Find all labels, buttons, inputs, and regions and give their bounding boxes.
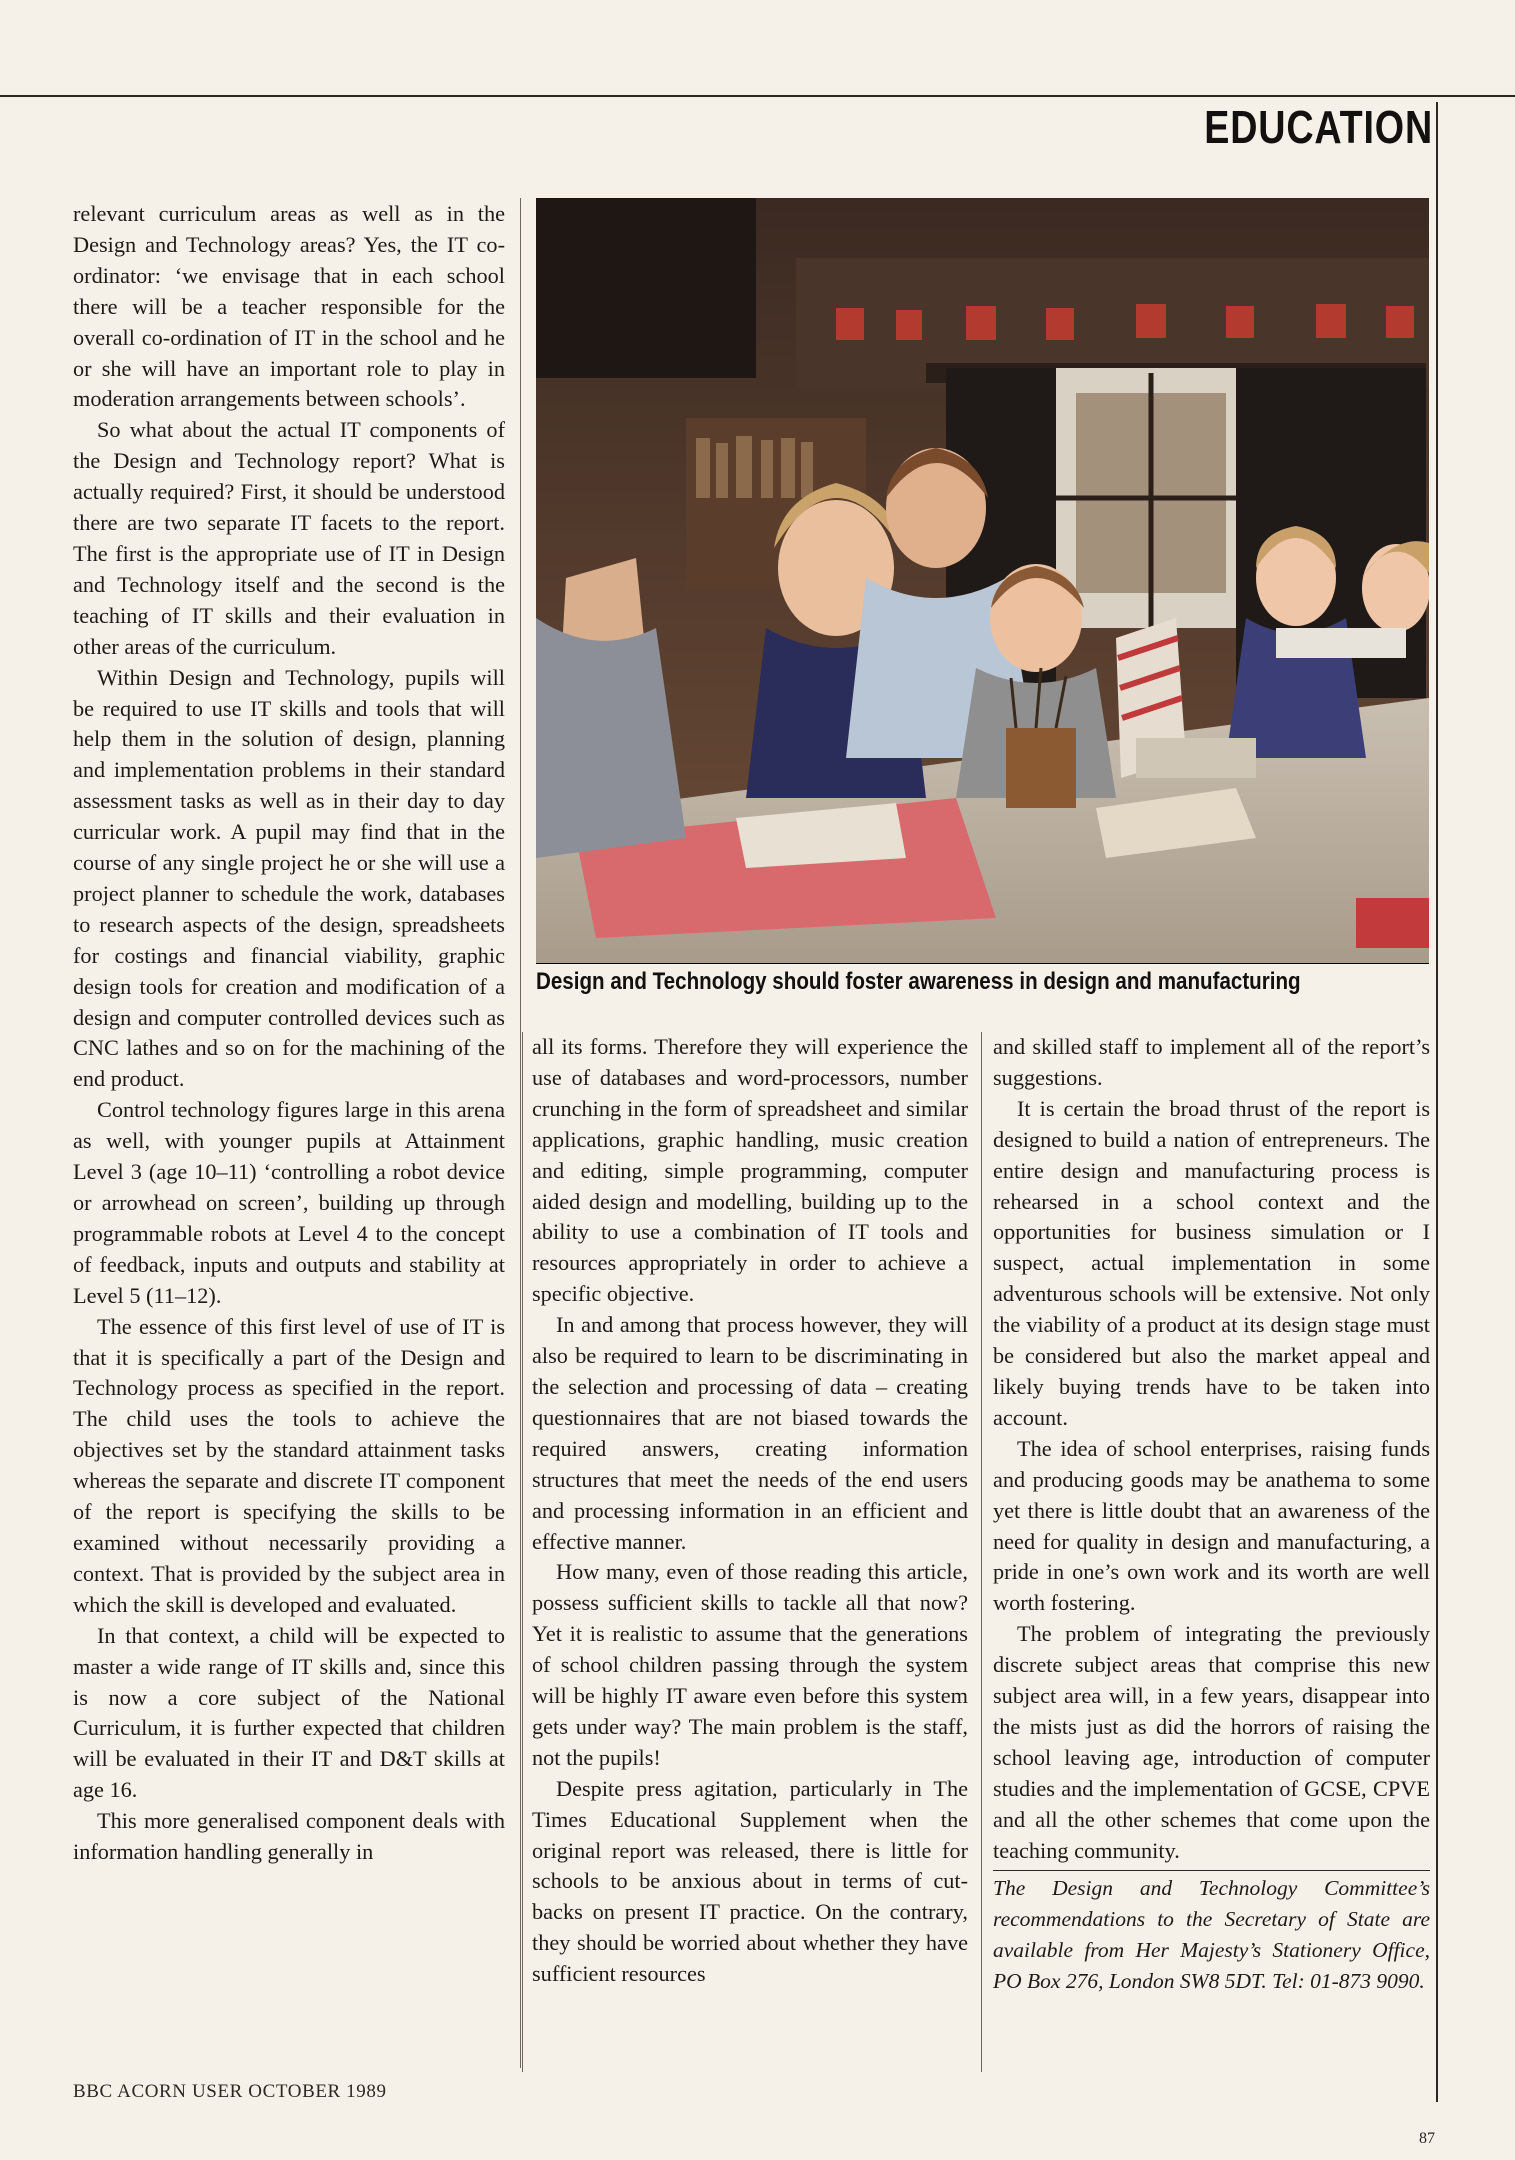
paragraph: The idea of school enterprises, raising funds and producing goods may be anathema to some yet there is little doubt that an awareness of the need for quality in design and manufacturing, a pride in one’s own work and its worth are well worth fostering. [993, 1435, 1430, 1616]
paragraph: How many, even of those reading this article, possess sufficient skills to tackle all that now? Yet it is realistic to assume that the generations of school children passing through the system will be highly IT aware even before this system gets under way? The main problem is the staff, not the pupils! [532, 1559, 968, 1770]
section-title: EDUCATION [1204, 101, 1433, 153]
page-number: 87 [1419, 2130, 1435, 2147]
paragraph: The essence of this first level of use of IT is that it is specifically a part of the Design and Technology process as specified in the report. The child uses the tools to achieve the objectives set by the standard attainment tasks whereas the separate and discrete IT component of the report is specifying the skills to be examined without necessarily providing a context. That is provided by the subject area in which the skill is developed and evaluated. [73, 1313, 505, 1617]
availability-note: The Design and Technology Committee’s recommendations to the Secretary of State are available from Her Majesty’s Stationery Office, PO Box 276, London SW8 5DT. Tel: 01-873 9090. [993, 1870, 1430, 1997]
paragraph: In and among that process however, they will also be required to learn to be discriminating in the selection and processing of data – creating questionnaires that are not biased towards the required answers, creating information structures that meet the needs of the end users and processing information in an efficient and effective manner. [532, 1312, 968, 1554]
footer-publication: BBC ACORN USER OCTOBER 1989 [73, 2081, 387, 2102]
column-rule-2 [522, 1032, 523, 2072]
column-rule-1 [520, 198, 521, 2068]
paragraph: Within Design and Technology, pupils will be required to use IT skills and tools that will help them in the solution of design, planning and implementation problems in their standard assessment tasks as well as in their day to day curricular work. A pupil may find that in the course of any single project he or she will use a project planner to schedule the work, databases to research aspects of the design, spreadsheets for costings and financial viability, graphic design tools for creation and modification of a design and computer controlled devices such as CNC lathes and so on for the machining of the end product. [73, 664, 505, 1092]
right-margin-rule [1436, 102, 1438, 2102]
paragraph: all its forms. Therefore they will experience the use of databases and word-processors, number crunching in the form of spreadsheet and similar applications, graphic handling, music creation and editing, simple programming, computer aided design and modelling, building up to the ability to use a combination of IT tools and resources appropriately in order to achieve a specific objective. [532, 1034, 968, 1307]
paragraph: In that context, a child will be expected to master a wide range of IT skills and, since this is now a core subject of the National Curriculum, it is further expected that children will be evaluated in their IT and D&T skills at age 16. [73, 1622, 505, 1803]
paragraph: It is certain the broad thrust of the report is designed to build a nation of entrepreneurs. The entire design and manufacturing process is rehearsed in a school context and the opportunities for business simulation or I suspect, actual implementation in some adventurous schools will be extensive. Not only the viability of a product at its design stage must be considered but also the market appeal and likely buying trends have to be taken into account. [993, 1095, 1430, 1430]
column-rule-3 [981, 1032, 982, 2072]
paragraph: The problem of integrating the previously discrete subject areas that comprise this new subject area will, in a few years, disappear into the mists just as did the horrors of raising the school leaving age, introduction of computer studies and the implementation of GCSE, CPVE and all the other schemes that come upon the teaching community. [993, 1621, 1430, 1863]
text-column-1 [73, 199, 505, 1868]
photo-caption: Design and Technology should foster awareness in design and manufacturing [536, 968, 1301, 995]
top-rule [0, 95, 1515, 97]
classroom-photo [536, 198, 1429, 964]
text-column-3 [993, 1032, 1430, 1997]
paragraph: Control technology figures large in this arena as well, with younger pupils at Attainment Level 3 (age 10–11) ‘controlling a robot device or arrowhead on screen’, building up through programmable robots at Level 4 to the concept of feedback, inputs and outputs and stability at Level 5 (11–12). [73, 1097, 505, 1308]
paragraph: So what about the actual IT components of the Design and Technology report? What is actually required? First, it should be understood there are two separate IT facets to the report. The first is the appropriate use of IT in Design and Technology itself and the second is the teaching of IT skills and their evaluation in other areas of the curriculum. [73, 417, 505, 659]
classroom-photo-illustration [536, 198, 1429, 964]
paragraph: This more generalised component deals with information handling generally in [73, 1808, 505, 1865]
paragraph: Despite press agitation, particularly in The Times Educational Supplement when the original report was released, there is little for schools to be anxious about in terms of cut-backs on present IT practice. On the contrary, they should be worried about whether they have sufficient resources [532, 1775, 968, 1987]
paragraph: and skilled staff to implement all of the report’s suggestions. [993, 1034, 1430, 1090]
text-column-2 [532, 1032, 968, 1990]
paragraph: relevant curriculum areas as well as in the Design and Technology areas? Yes, the IT co-ordinator: ‘we envisage that in each school there will be a teacher responsible for the overall co-ordination of IT in the school and he or she will have an important role to play in moderation arrangements between schools’. [73, 201, 505, 412]
